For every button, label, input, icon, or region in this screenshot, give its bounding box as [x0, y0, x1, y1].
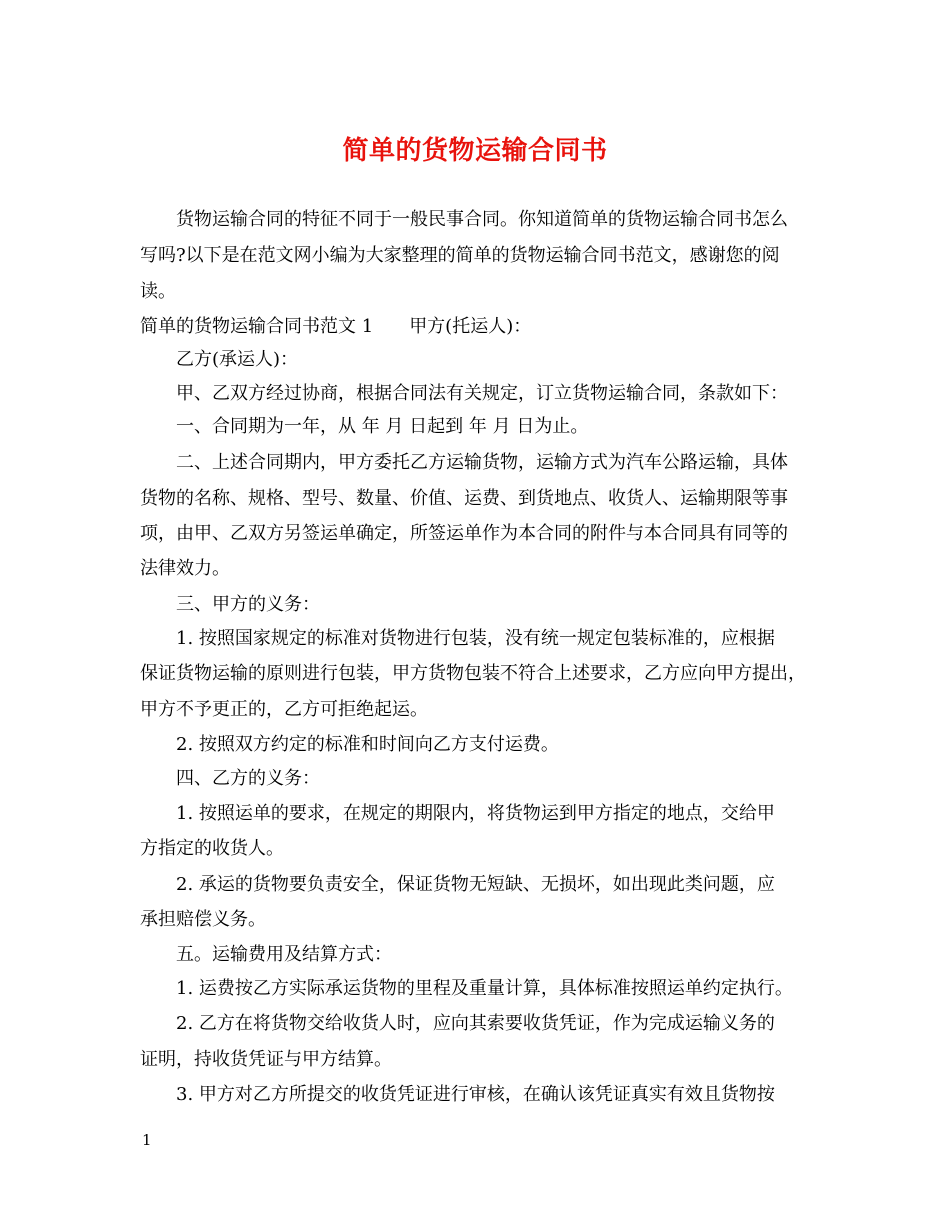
clause-5-3: 3. 甲方对乙方所提交的收货凭证进行审核，在确认该凭证真实有效且货物按 [176, 1084, 775, 1105]
clause-4-2-line: 2. 承运的货物要负责安全，保证货物无短缺、无损坏，如出现此类问题，应 [176, 874, 775, 895]
clause-4-heading: 四、乙方的义务： [176, 768, 320, 789]
clause-5-2-line: 证明，持收货凭证与甲方结算。 [140, 1049, 392, 1070]
intro-line: 读。 [140, 281, 176, 302]
party-b-label: 乙方(承运人)： [176, 349, 299, 370]
clause-5-2-line: 2. 乙方在将货物交给收货人时，应向其索要收货凭证，作为完成运输义务的 [176, 1013, 775, 1034]
page-number: 1 [142, 1131, 152, 1149]
clause-3-1-line: 1. 按照国家规定的标准对货物进行包装，没有统一规定包装标准的，应根据 [176, 628, 775, 649]
clause-2-line: 项，由甲、乙双方另签运单确定，所签运单作为本合同的附件与本合同具有同等的 [140, 523, 788, 544]
sample-heading-row [140, 313, 531, 341]
clause-3-1-line: 甲方不予更正的，乙方可拒绝起运。 [140, 699, 428, 720]
clause-4-1-line: 方指定的收货人。 [140, 838, 284, 859]
clause-5-1: 1. 运费按乙方实际承运货物的里程及重量计算，具体标准按照运单约定执行。 [176, 978, 793, 999]
clause-2-line: 二、上述合同期内，甲方委托乙方运输货物，运输方式为汽车公路运输，具体 [176, 452, 788, 473]
clause-2-line: 法律效力。 [140, 558, 230, 579]
sample-heading: 简单的货物运输合同书范文 1 [140, 316, 374, 337]
page-title: 简单的货物运输合同书 [342, 136, 608, 166]
party-a-label: 甲方(托运人)： [409, 316, 532, 337]
clause-3-2: 2. 按照双方约定的标准和时间向乙方支付运费。 [176, 734, 559, 755]
clause-5-heading: 五。运输费用及结算方式： [176, 944, 392, 965]
preamble: 甲、乙双方经过协商，根据合同法有关规定，订立货物运输合同，条款如下： [176, 383, 788, 404]
intro-line: 货物运输合同的特征不同于一般民事合同。你知道简单的货物运输合同书怎么 [176, 209, 788, 230]
clause-1: 一、合同期为一年，从 年 月 日起到 年 月 日为止。 [176, 416, 589, 437]
intro-line: 写吗?以下是在范文网小编为大家整理的简单的货物运输合同书范文，感谢您的阅 [140, 245, 780, 266]
clause-4-1-line: 1. 按照运单的要求，在规定的期限内，将货物运到甲方指定的地点，交给甲 [176, 803, 775, 824]
clause-4-2-line: 承担赔偿义务。 [140, 909, 266, 930]
clause-2-line: 货物的名称、规格、型号、数量、价值、运费、到货地点、收货人、运输期限等事 [140, 488, 788, 509]
clause-3-heading: 三、甲方的义务： [176, 594, 320, 615]
clause-3-1-line: 保证货物运输的原则进行包装，甲方货物包装不符合上述要求，乙方应向甲方提出， [140, 663, 806, 684]
